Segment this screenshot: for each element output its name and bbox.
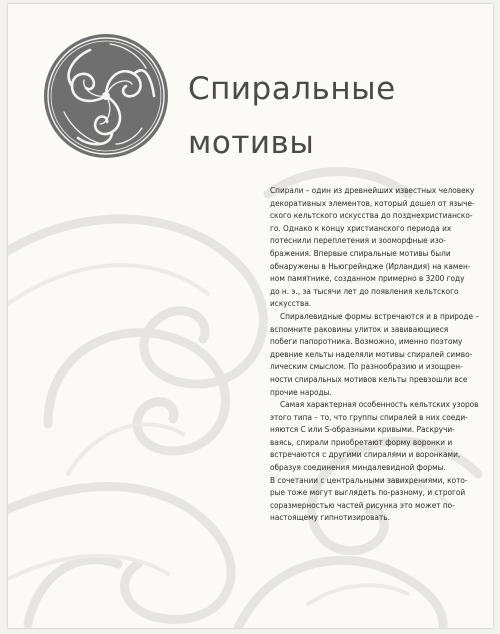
body-line: Самая характерная особенность кельтских узоров (280, 399, 479, 410)
body-line: настоящему гипнотизировать. (270, 512, 390, 523)
body-line: Спиралевидные формы встречаются и в природе – (280, 310, 480, 321)
body-line: обнаружены в Ньюгрейндже (Ирландия) на камен- (270, 260, 471, 271)
body-line: ности спиральных мотивов кельты превзошли все (270, 373, 468, 384)
body-line: соразмерностью частей рисунка это может по- (270, 499, 455, 510)
article-body (270, 184, 490, 524)
body-line: побеги папоротника. Возможно, именно поэтому (270, 336, 463, 347)
title-line-1: Спиральные (188, 71, 396, 107)
body-line: вспомните раковины улиток и завивающиеся (270, 323, 449, 334)
body-line: бражения. Впервые спиральные мотивы были (270, 247, 451, 258)
body-line: потеснили переплетения и зооморфные изо- (270, 235, 446, 246)
body-line: рые тоже могут выглядеть по-разному, и строгой (270, 487, 466, 498)
body-line: лическим смыслом. По разнообразию и изощрен- (270, 361, 463, 372)
celtic-triskele-spiral-icon (42, 32, 170, 160)
body-line: искусства. (270, 298, 312, 309)
body-line: этого типа – то, что группы спиралей в них соеди- (270, 411, 468, 422)
book-page (8, 4, 493, 628)
body-line: ном памятнике, созданном примерно в 3200 году (270, 273, 465, 284)
body-line: древние кельты наделяли мотивы спиралей симво- (270, 348, 473, 359)
body-line: В сочетании с центральными завихрениями, кото- (270, 474, 468, 485)
body-line: го. Однако к концу христианского периода их (270, 222, 452, 233)
body-line: ского кельтского искусства до позднехристианско- (270, 210, 473, 221)
body-line: Спирали – один из древнейших известных человеку (270, 185, 475, 195)
body-line: прочие народы. (270, 386, 332, 397)
title-line-2: мотивы (188, 125, 315, 161)
body-line: до н. э., за тысячи лет до появления кельтского (270, 285, 459, 296)
body-line: няются С или S-образными кривыми. Раскручи- (270, 424, 455, 435)
body-line: декоративных элементов, который дошел от языче- (270, 197, 475, 208)
page-title (188, 62, 396, 170)
body-line: встречаются с другими спиралями и воронками, (270, 449, 461, 460)
body-line: образуя соединения миндалевидной формы. (270, 462, 446, 473)
body-line: ваясь, спирали приобретают форму воронки и (270, 436, 453, 447)
